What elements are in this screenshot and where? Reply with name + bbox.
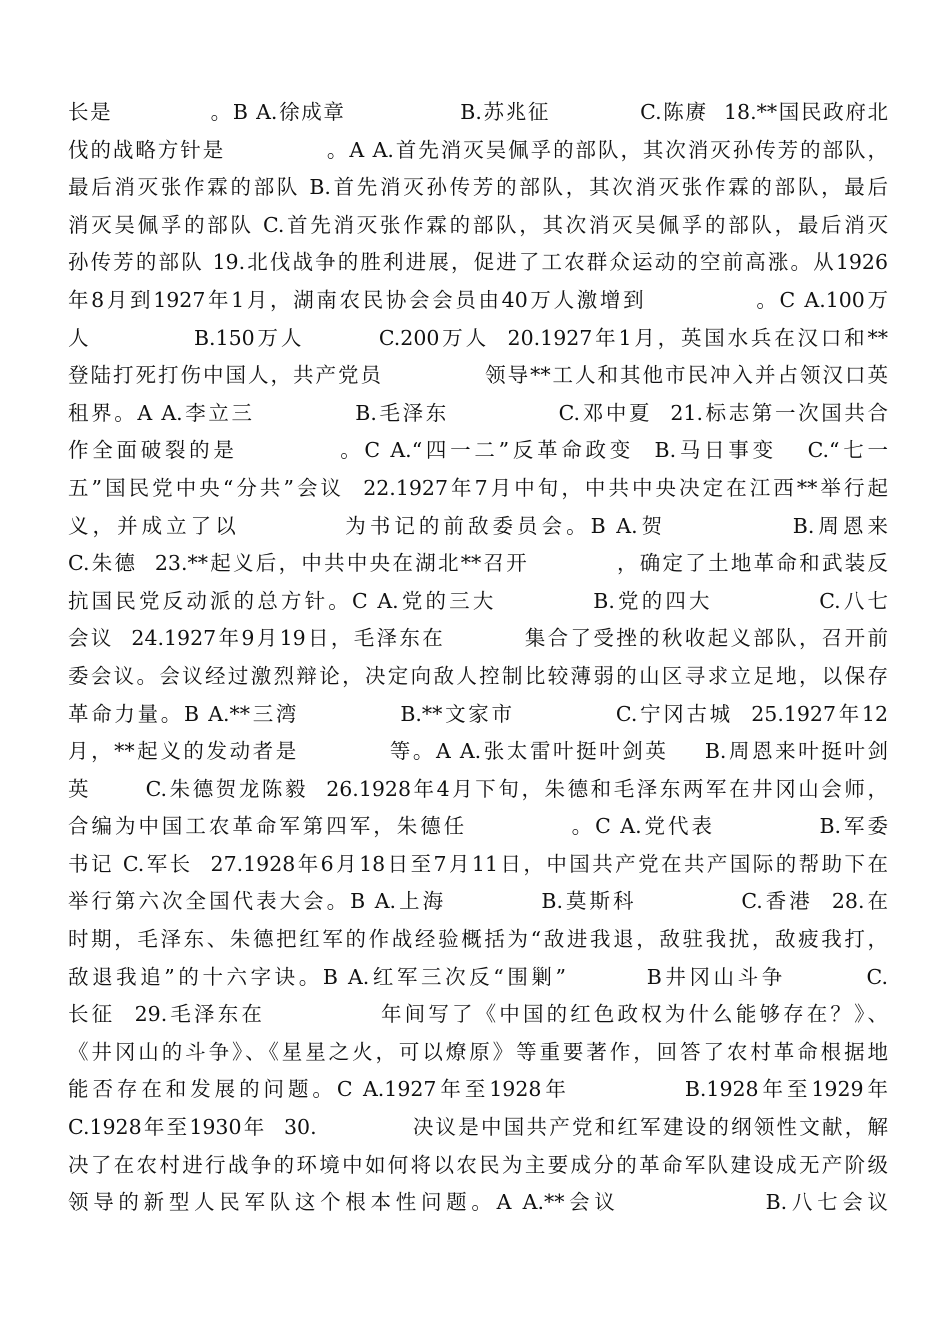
text-line: 时期，毛泽东、朱德把红军的作战经验概括为“敌进我退，敌驻我扰，敌疲我打，: [68, 927, 888, 952]
text-line: 决了在农村进行战争的环境中如何将以农民为主要成分的革命军队建设成无产阶级: [68, 1152, 888, 1177]
text-line: 抗国民党反动派的总方针。C A.党的三大 B.党的四大 C.八七: [68, 588, 888, 613]
text-line: 举行第六次全国代表大会。B A.上海 B.莫斯科 C.香港 28.在: [68, 889, 888, 914]
text-line: 消灭吴佩孚的部队 C.首先消灭张作霖的部队，其次消灭吴佩孚的部队，最后消灭: [68, 212, 888, 237]
document-body: [68, 94, 888, 1222]
text-line: C.1928年至1930年 30. 决议是中国共产党和红军建设的纲领性文献，解: [68, 1115, 888, 1140]
text-line: 领导的新型人民军队这个根本性问题。A A.**会议 B.八七会议: [68, 1190, 888, 1215]
text-line: 《井冈山的斗争》、《星星之火，可以燎原》等重要著作，回答了农村革命根据地: [68, 1039, 888, 1064]
text-line: 月，**起义的发动者是 等。A A.张太雷叶挺叶剑英 B.周恩来叶挺叶剑: [68, 739, 888, 764]
text-line: 孙传芳的部队 19.北伐战争的胜利进展，促进了工农群众运动的空前高涨。从1926: [68, 250, 888, 275]
text-line: 五”国民党中央“分共”会议 22.1927年7月中旬，中共中央决定在江西**举行起: [68, 475, 888, 500]
text-line: 合编为中国工农革命军第四军，朱德任 。C A.党代表 B.军委: [68, 814, 888, 839]
text-line: 英 C.朱德贺龙陈毅 26.1928年4月下旬，朱德和毛泽东两军在井冈山会师，: [68, 776, 888, 801]
text-line: 登陆打死打伤中国人，共产党员 领导**工人和其他市民冲入并占领汉口英: [68, 363, 888, 388]
text-line: 书记 C.军长 27.1928年6月18日至7月11日，中国共产党在共产国际的帮助下在: [68, 851, 888, 876]
text-line: 委会议。会议经过激烈辩论，决定向敌人控制比较薄弱的山区寻求立足地，以保存: [68, 663, 888, 688]
text-line: 长征 29.毛泽东在 年间写了《中国的红色政权为什么能够存在？》、: [68, 1002, 888, 1027]
text-line: 租界。A A.李立三 B.毛泽东 C.邓中夏 21.标志第一次国共合: [68, 400, 888, 425]
text-line: 作全面破裂的是 。C A.“四一二”反革命政变 B.马日事变 C.“七一: [68, 438, 888, 463]
text-line: 最后消灭张作霖的部队 B.首先消灭孙传芳的部队，其次消灭张作霖的部队，最后: [68, 175, 888, 200]
text-line: 年8月到1927年1月，湖南农民协会会员由40万人激增到 。C A.100万: [68, 287, 888, 312]
text-line: 伐的战略方针是 。A A.首先消灭吴佩孚的部队，其次消灭孙传芳的部队，: [68, 137, 888, 162]
text-line: 会议 24.1927年9月19日，毛泽东在 集合了受挫的秋收起义部队，召开前: [68, 626, 888, 651]
text-line: 义，并成立了以 为书记的前敌委员会。B A.贺 B.周恩来: [68, 513, 888, 538]
text-line: 长是 。B A.徐成章 B.苏兆征 C.陈赓 18.**国民政府北: [68, 100, 888, 124]
text-line: 革命力量。B A.**三湾 B.**文家市 C.宁冈古城 25.1927年12: [68, 701, 888, 726]
text-line: C.朱德 23.**起义后，中共中央在湖北**召开 ，确定了土地革命和武装反: [68, 551, 888, 576]
text-line: 敌退我追”的十六字诀。B A.红军三次反“围剿” B井冈山斗争 C.: [68, 964, 888, 989]
text-line: 能否存在和发展的问题。C A.1927年至1928年 B.1928年至1929年: [68, 1077, 888, 1102]
text-line: 人 B.150万人 C.200万人 20.1927年1月，英国水兵在汉口和**: [68, 325, 888, 350]
